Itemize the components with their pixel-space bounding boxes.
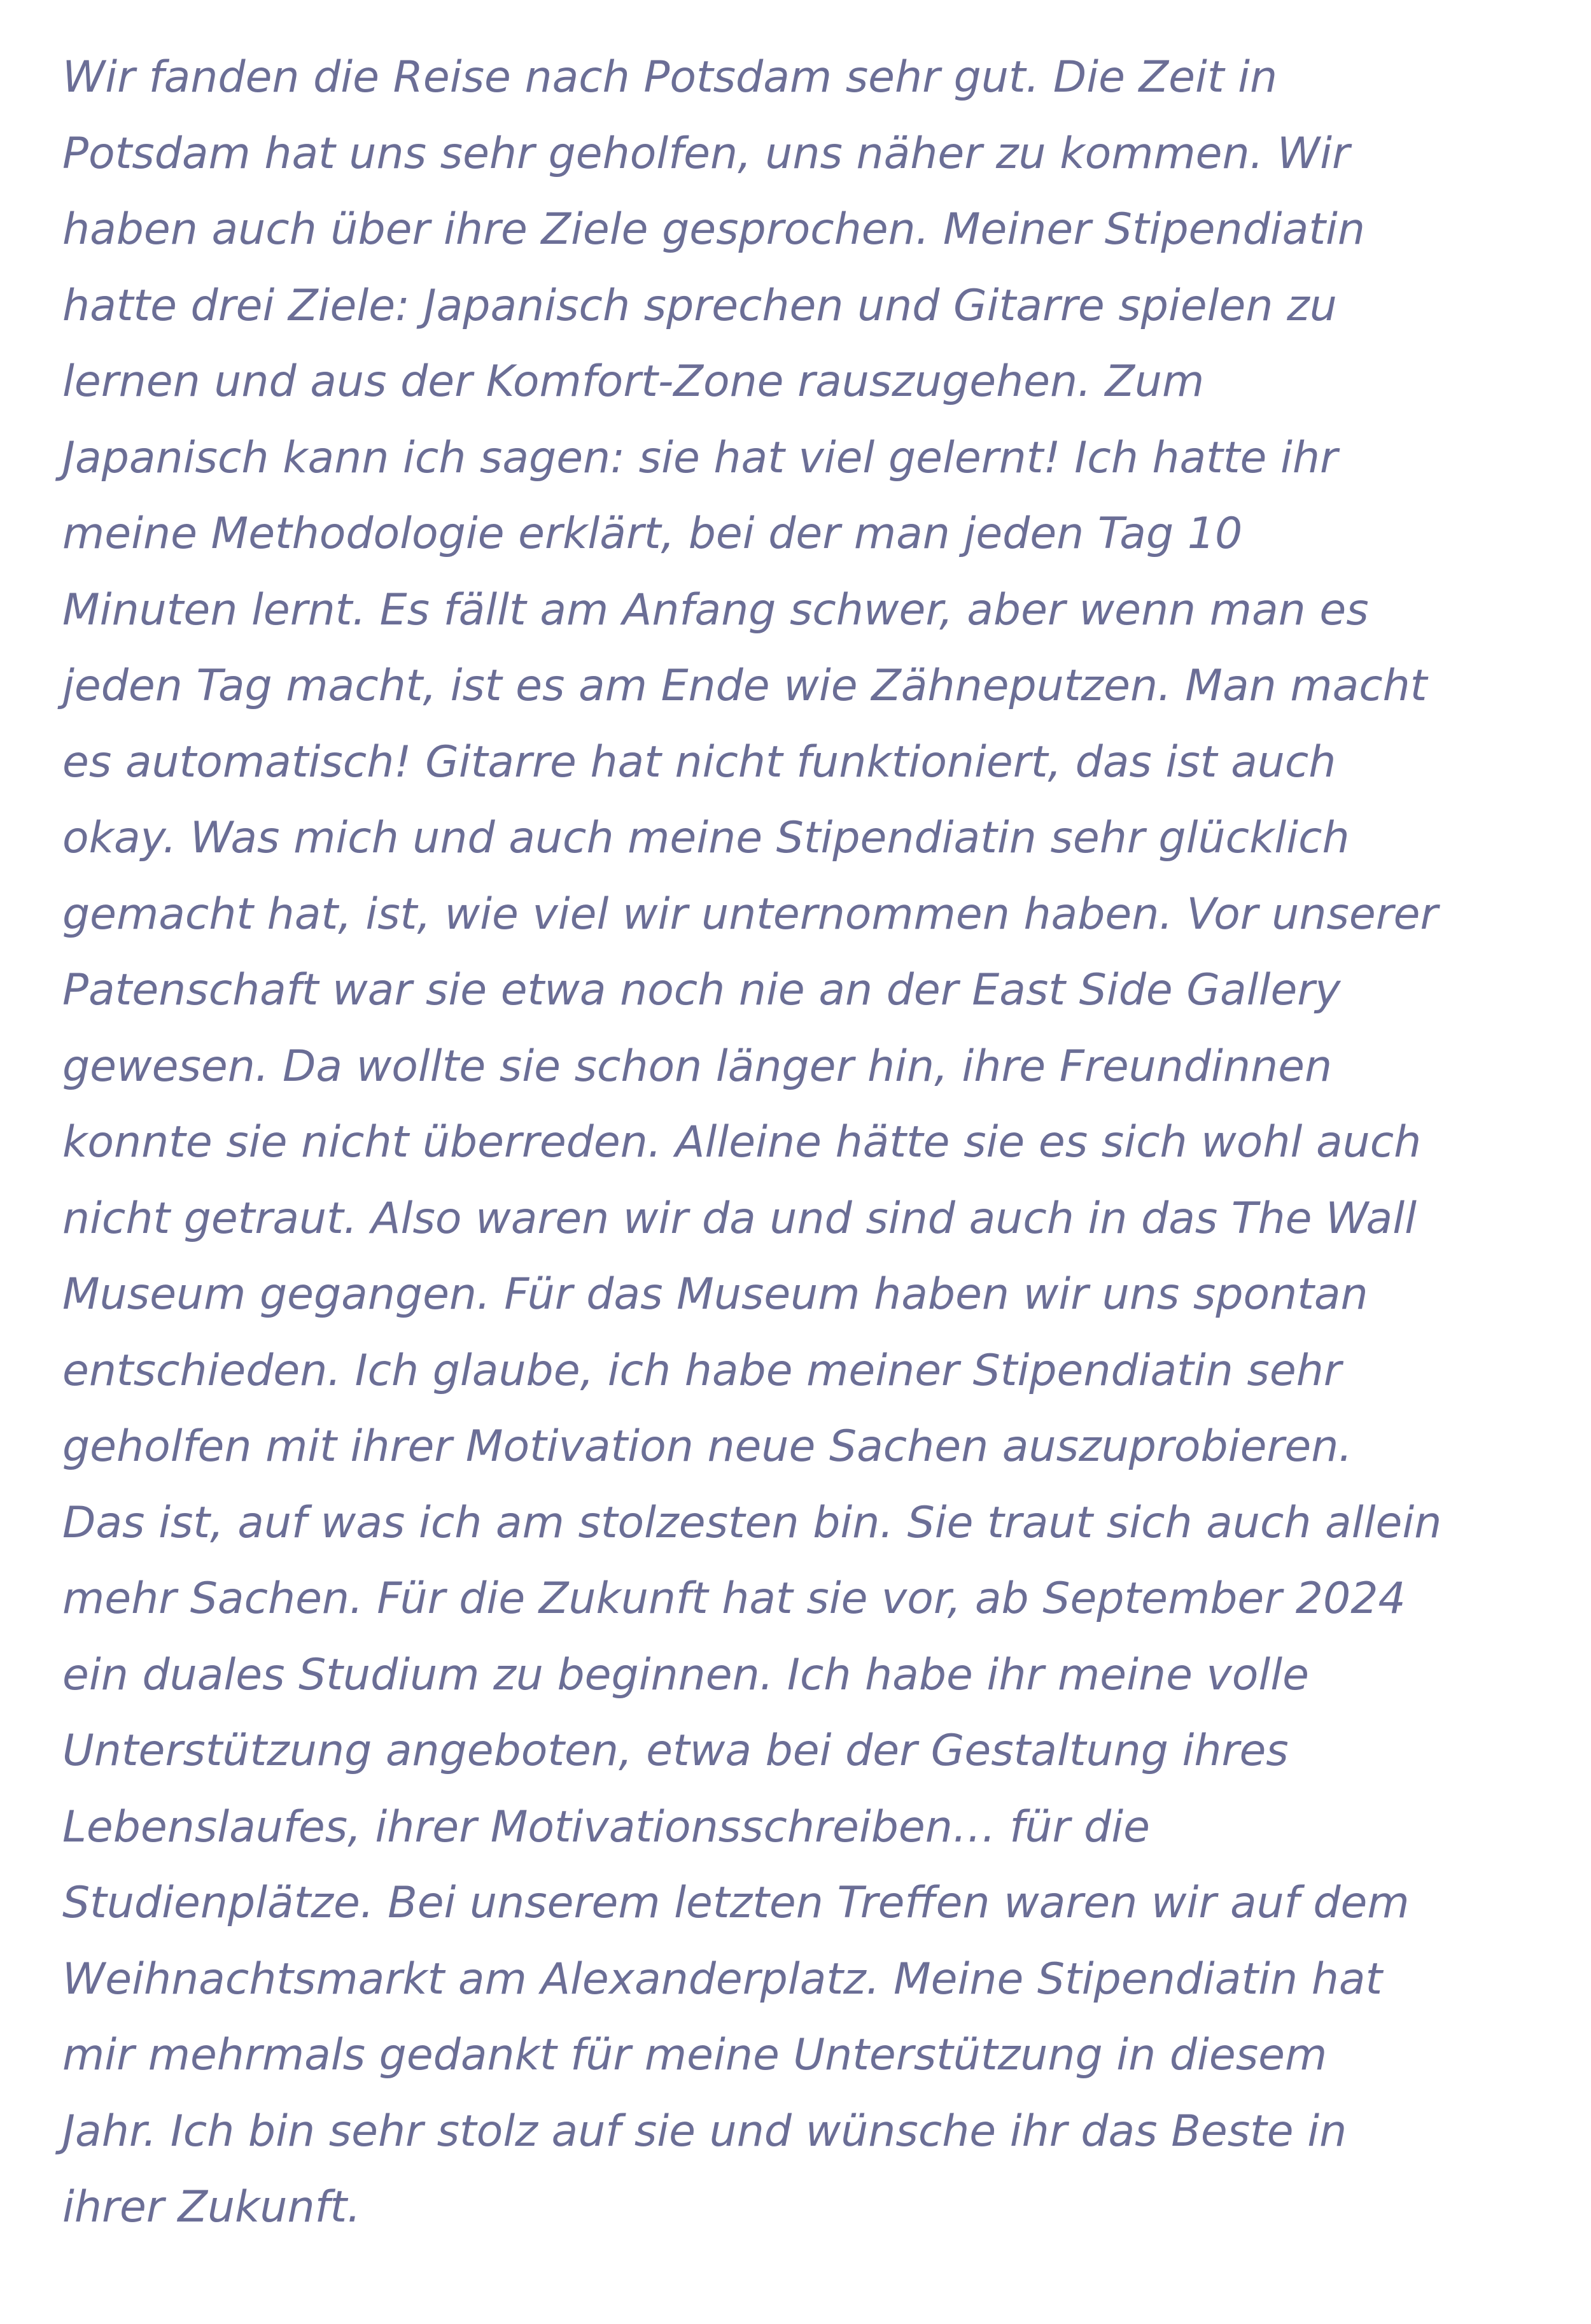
testimonial-text: Wir fanden die Reise nach Potsdam sehr gut. Die Zeit in Potsdam hat uns sehr geholfen, uns näher zu kommen. Wir haben auch über ihre Ziele gesprochen. Meiner Stipendiatin hatte drei Ziele: Japanisch sprechen und Gitarre spielen zu lernen und aus der Komfort-Zone rauszugehen. Zum Japanisch kann ich sagen: sie hat viel gelernt! Ich hatte ihr meine Methodologie erklärt, bei der man jeden Tag 10 Minuten lernt. Es fällt am Anfang schwer, aber wenn man es jeden Tag macht, ist es am Ende wie Zähneputzen. Man macht es automatisch! Gitarre hat nicht funktioniert, das ist auch okay. Was mich und auch meine Stipendiatin sehr glücklich gemacht hat, ist, wie viel wir unternommen haben. Vor unserer Patenschaft war sie etwa noch nie an der East Side Gallery gewesen. Da wollte sie schon länger hin, ihre Freundinnen konnte sie nicht überreden. Alleine hätte sie es sich wohl auch nicht getraut. Also waren wir da und sind auch in das The Wall Museum gegangen. Für das Museum haben wir uns spontan entschieden. Ich glaube, ich habe meiner Stipendiatin sehr geholfen mit ihrer Motivation neue Sachen auszuprobieren. Das ist, auf was ich am stolzesten bin. Sie traut sich auch allein mehr Sachen. Für die Zukunft hat sie vor, ab September 2024 ein duales Studium zu beginnen. Ich habe ihr meine volle Unterstützung angeboten, etwa bei der Gestaltung ihres Lebenslaufes, ihrer Motivationsschreiben… für die Studienplätze. Bei unserem letzten Treffen waren wir auf dem Weihnachtsmarkt am Alexanderplatz. Meine Stipendiatin hat mir mehrmals gedankt für meine Unterstützung in diesem Jahr. Ich bin sehr stolz auf sie und wünsche ihr das Beste in ihrer Zukunft. [62,52,1442,2232]
